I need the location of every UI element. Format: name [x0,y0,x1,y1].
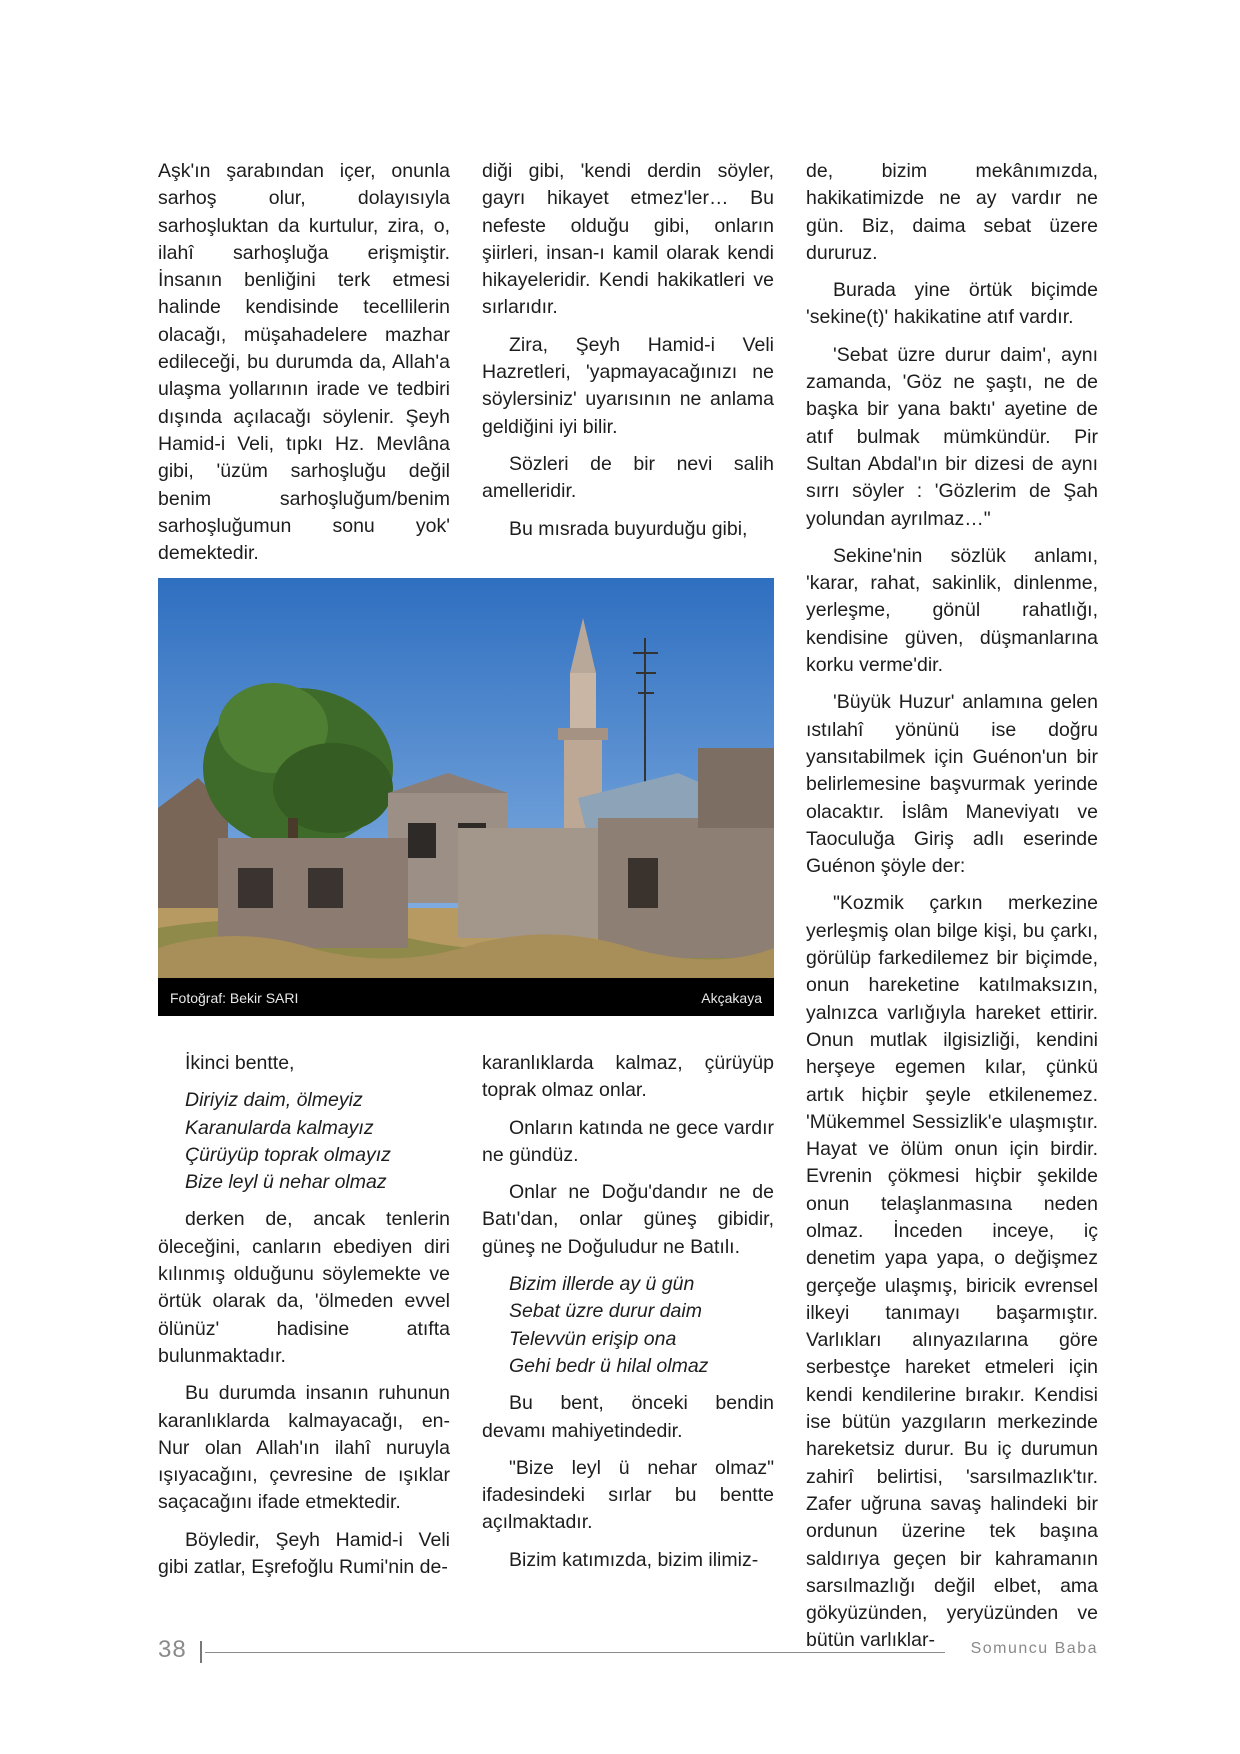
paragraph: Onlar ne Doğu'dandır ne de Batı'dan, onlar güneş gibidir, güneş ne Doğuludur ne Batılı. [482,1181,774,1258]
footer-rule [205,1652,945,1653]
verse-line: Bizim illerde ay ü gün [509,1273,695,1296]
paragraph: İkinci bentte, [185,1052,295,1074]
paragraph: Sözleri de bir nevi salih amelleridir. [482,452,774,503]
photo-location: Akçakaya [701,990,762,1006]
paragraph: Bu mısrada buyurduğu gibi, [509,517,748,540]
paragraph: karanlıklarda kalmaz, çürüyüp toprak olmaz onlar. [482,1052,774,1102]
verse-line: Karanularda kalmayız [185,1116,374,1139]
photo-credit: Fotoğraf: Bekir SARI [170,990,299,1006]
mosque-photo [158,578,774,1016]
verse-block [185,1087,450,1196]
column-2-top [482,158,774,553]
paragraph: 'Sebat üzre durur daim', aynı zamanda, 'Göz ne şaştı, ne de başka bir yana baktı' ayetine de atıf bulmak mümkündür. Pir Sultan Abdal'ın bir dizesi de aynı sırrı söyler : 'Gözlerim de Şah yolundan ayrılmaz…" [806,343,1098,530]
paragraph: derken de, ancak tenlerin öleceğini, canların ebediyen diri kılınmış olduğunu söylemekte ve örtük olarak da, 'ölmeden evvel ölünüz' hadisine atıfta bulunmaktadır. [158,1208,450,1367]
verse-line: Gehi bedr ü hilal olmaz [509,1354,709,1377]
column-1-top [158,158,450,577]
paragraph: Zira, Şeyh Hamid-i Veli Hazretleri, 'yapmayacağınızı ne söylersiniz' uyarısının ne anlama geldiğini iyi bilir. [482,333,774,438]
verse-block [509,1271,774,1380]
paragraph: Burada yine örtük biçimde 'sekine(t)' hakikatine atıf vardır. [806,279,1098,329]
paragraph: Bu bent, önceki bendin devamı mahiyetindedir. [482,1392,774,1442]
magazine-name: Somuncu Baba [970,1640,1098,1657]
paragraph: Bu durumda insanın ruhunun karanlıklarda kalmayacağı, en-Nur olan Allah'ın ilahî nuruyla ışıyacağını, çevresine de ışıklar saçacağını ifade etmektedir. [158,1382,450,1514]
verse-line: Televvün erişip ona [509,1327,677,1350]
column-1-bottom [158,1050,450,1591]
footer-divider-tick [200,1641,202,1663]
paragraph: Sekine'nin sözlük anlamı, 'karar, rahat, sakinlik, dinlenme, yerleşme, gönül rahatlığı, kendisine güven, düşmanlarına korku verme'dir. [806,544,1098,677]
paragraph: diği gibi, 'kendi derdin söyler, gayrı hikayet etmez'ler… Bu nefeste olduğu gibi, onların şiirleri, insan-ı kamil olarak kendi hikayeleridir. Kendi hakikatleri ve sırlarıdır. [482,160,774,319]
verse-line: Diriyiz daim, ölmeyiz [185,1089,363,1112]
paragraph: 'Büyük Huzur' anlamına gelen ıstılahî yönünü ise doğru yansıtabilmek için Guénon'un bir belirlemesine başvurmak yerinde olacaktır. İslâm Maneviyatı ve Taoculuğa Giriş adlı eserinde Guénon şöyle der: [806,691,1098,878]
paragraph: Aşk'ın şarabından içer, onunla sarhoş olur, dolayısıyla sarhoşluktan da kurtulur, zira, o, ilahî sarhoşluğa erişmiştir. İnsanın benliğini terk etmesi halinde kendisinde tecellilerin olacağı, müşahadelere mazhar edileceği, bu durumda da, Allah'a ulaşma yollarının irade ve tedbiri dışında açılacağı söylenir. Şeyh Hamid-i Veli, tıpkı Hz. Mevlâna gibi, 'üzüm sarhoşluğu değil benim sarhoşluğum/benim sarhoşluğumun sonu yok' demektedir. [158,160,450,565]
paragraph: Onların katında ne gece vardır ne gündüz. [482,1116,774,1166]
verse-line: Sebat üzre durur daim [509,1300,702,1323]
paragraph: Böyledir, Şeyh Hamid-i Veli gibi zatlar, Eşrefoğlu Rumi'nin de- [158,1528,450,1579]
verse-line: Bize leyl ü nehar olmaz [185,1171,387,1194]
quote-paragraph: "Kozmik çarkın merkezine yerleşmiş olan bilge kişi, bu çarkı, görülüp farkedilemez bir biçimde, onun hareketine katılmaksızın, yalnızca varlığıyla hareket ettirir. Onun mutlak ilgisizliği, kendini herşeye egemen kılar, çünkü artık hiçbir şeyle etkilenemez. 'Mükemmel Sessizlik'e ulaşmıştır. Hayat ve ölüm onun için birdir. Evrenin çökmesi hiçbir şekilde onun telaşlanmasına neden olmaz. İnceden inceye, iç denetim yapa yapa, o değişmez gerçeğe ulaşmış, biricik evrensel ilkeyi tanımayı başarmıştır. Varlıkları alınyazılarına göre serbestçe hareket etmeleri için kendi kendilerine bırakır. Kendisi ise bütün yazgıların merkezinde hareketsiz durur. Bu iç durumun zahirî belirtisi, 'sarsılmazlık'tır. Zafer uğruna savaş halindeki bir ordunun üzerine tek başına saldırıya geçen bir kahramanın sarsılmazlığı değil elbet, ama gökyüzünden, yeryüzünden ve bütün varlıklar- [806,892,1098,1652]
paragraph: de, bizim mekânımızda, hakikatimizde ne ay vardır ne gün. Biz, daima sebat üzere dururuz. [806,160,1098,264]
verse-line: Çürüyüp toprak olmayız [185,1143,391,1166]
mosque-ruins-image [158,578,774,1016]
column-2-bottom [482,1050,774,1584]
column-3 [806,158,1098,1665]
page-number: 38 [158,1636,187,1663]
paragraph: "Bize leyl ü nehar olmaz" ifadesindeki sırlar bu bentte açılmaktadır. [482,1456,774,1534]
paragraph: Bizim katımızda, bizim ilimiz- [509,1548,759,1571]
